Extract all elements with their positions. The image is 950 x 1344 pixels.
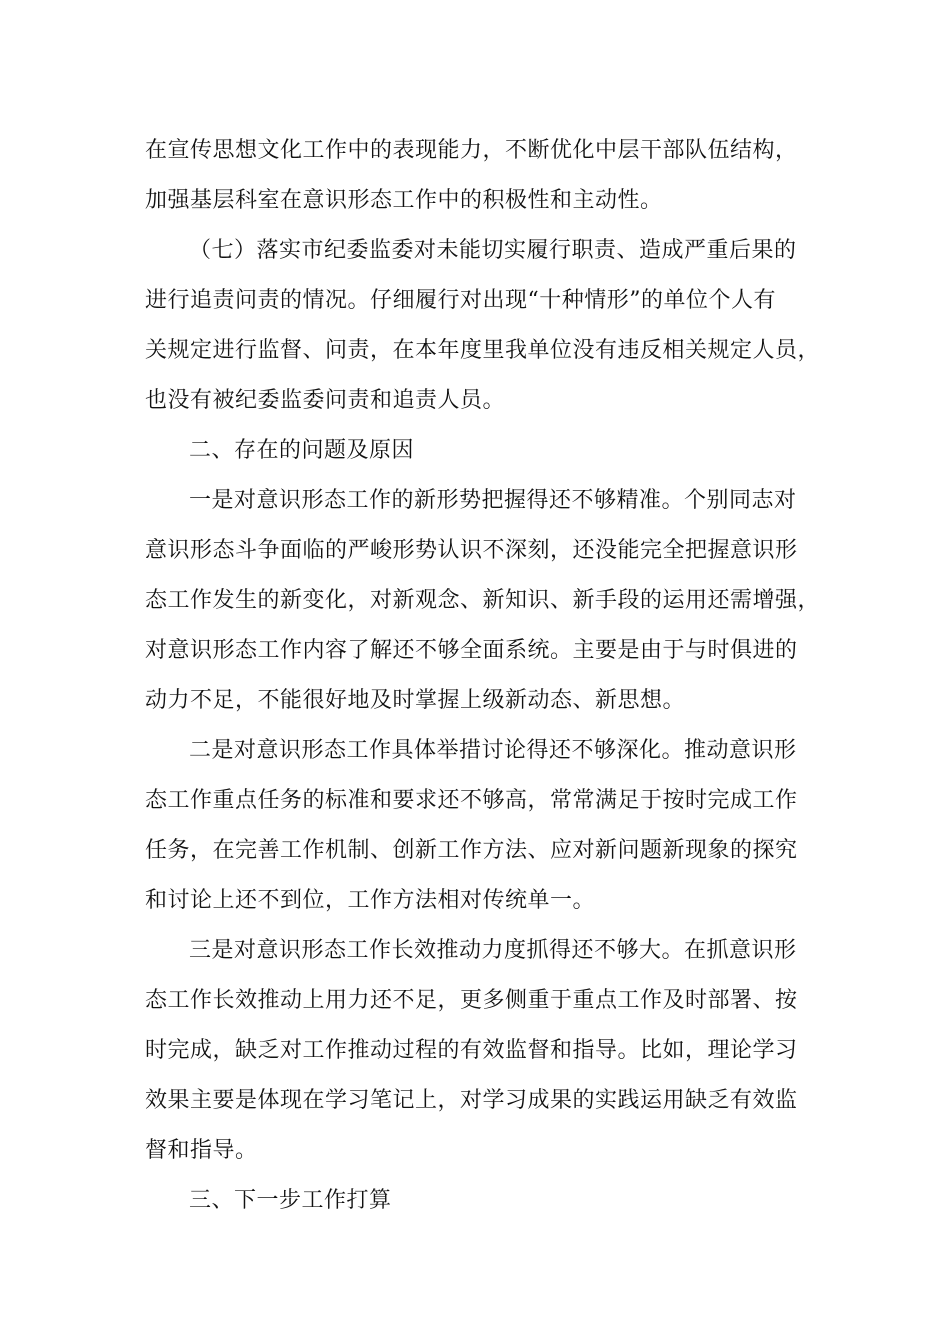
text-line: 在宣传思想文化工作中的表现能力，不断优化中层干部队伍结构，	[145, 138, 798, 163]
paragraph-problem-three-start: 三是对意识形态工作长效推动力度抓得还不够大。在抓意识形	[189, 938, 797, 963]
text-line: 效果主要是体现在学习笔记上，对学习成果的实践运用缺乏有效监	[145, 1088, 798, 1113]
section-heading-problems: 二、存在的问题及原因	[189, 438, 415, 463]
text-line: 关规定进行监督、问责，在本年度里我单位没有违反相关规定人员，	[145, 338, 821, 363]
paragraph-problem-two-start: 二是对意识形态工作具体举措讨论得还不够深化。推动意识形	[189, 738, 797, 763]
text-line: 加强基层科室在意识形态工作中的积极性和主动性。	[145, 188, 663, 213]
text-line: 时完成，缺乏对工作推动过程的有效监督和指导。比如，理论学习	[145, 1038, 798, 1063]
text-line: 任务，在完善工作机制、创新工作方法、应对新问题新现象的探究	[145, 838, 798, 863]
paragraph-problem-one-start: 一是对意识形态工作的新形势把握得还不够精准。个别同志对	[189, 488, 797, 513]
text-line: 态工作重点任务的标准和要求还不够高，常常满足于按时完成工作	[145, 788, 798, 813]
section-heading-next-steps: 三、下一步工作打算	[189, 1188, 392, 1213]
text-line: 态工作长效推动上用力还不足，更多侧重于重点工作及时部署、按	[145, 988, 798, 1013]
document-body	[145, 126, 821, 1226]
text-line: 督和指导。	[145, 1138, 258, 1163]
text-line: 态工作发生的新变化，对新观念、新知识、新手段的运用还需增强，	[145, 588, 821, 613]
paragraph-seven-start: （七）落实市纪委监委对未能切实履行职责、造成严重后果的	[189, 238, 797, 263]
text-line: 也没有被纪委监委问责和追责人员。	[145, 388, 506, 413]
text-line: 动力不足，不能很好地及时掌握上级新动态、新思想。	[145, 688, 686, 713]
text-line: 对意识形态工作内容了解还不够全面系统。主要是由于与时俱进的	[145, 638, 798, 663]
text-line: 进行追责问责的情况。仔细履行对出现“十种情形”的单位个人有	[145, 288, 776, 313]
text-line: 意识形态斗争面临的严峻形势认识不深刻，还没能完全把握意识形	[145, 538, 798, 563]
text-line: 和讨论上还不到位，工作方法相对传统单一。	[145, 888, 596, 913]
